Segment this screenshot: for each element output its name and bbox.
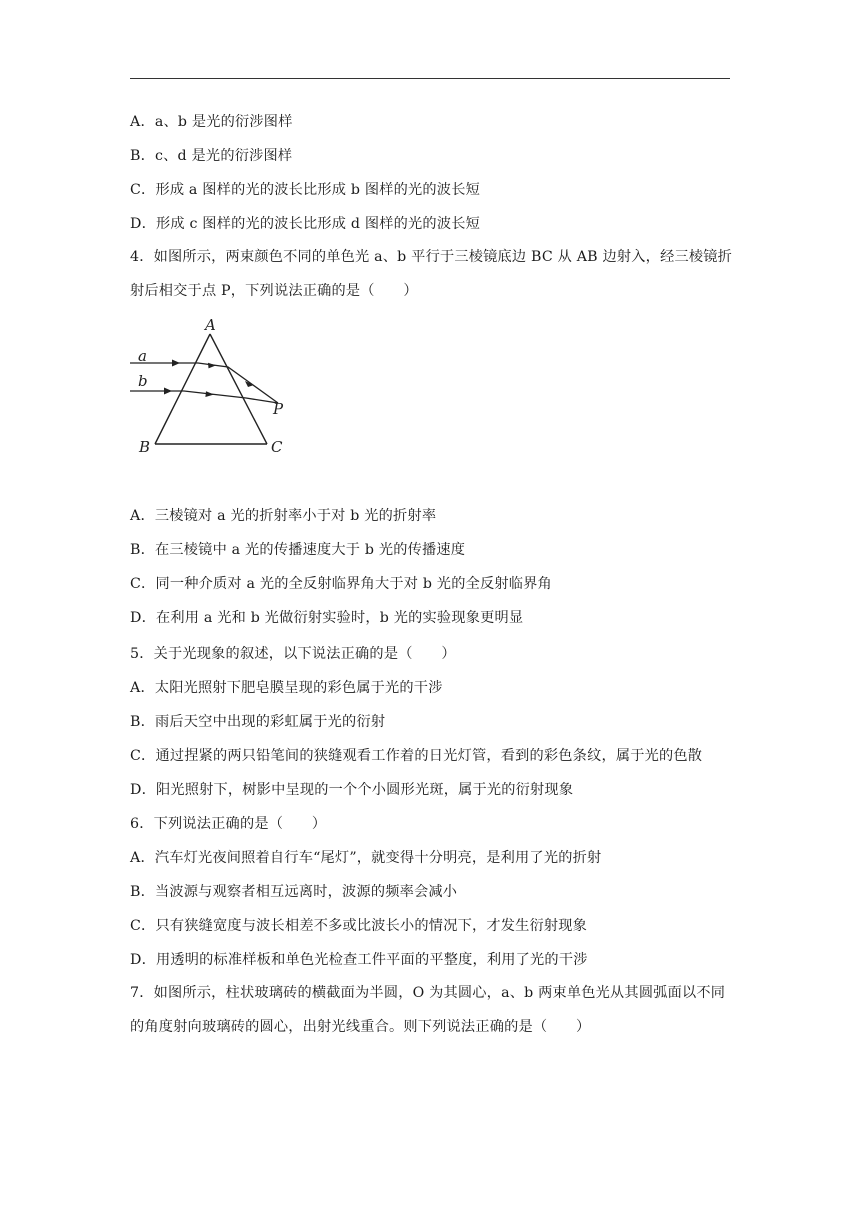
ray-b-arrow-1 xyxy=(164,388,172,395)
q6-stem: 6．下列说法正确的是（ ） xyxy=(130,816,327,832)
prism-figure xyxy=(128,312,298,462)
q6-option-c: C．只有狭缝宽度与波长相差不多或比波长小的情况下，才发生衍射现象 xyxy=(130,918,588,934)
q5-option-c: C．通过捏紧的两只铅笔间的狭缝观看工作着的日光灯管，看到的彩色条纹，属于光的色散 xyxy=(130,748,703,764)
q4-option-c: C．同一种介质对 a 光的全反射临界角大于对 b 光的全反射临界角 xyxy=(130,576,552,592)
q6-option-a: A．汽车灯光夜间照着自行车“尾灯”，就变得十分明亮，是利用了光的折射 xyxy=(130,850,602,866)
q3-option-b: B．c、d 是光的衍涉图样 xyxy=(130,148,293,164)
ray-a xyxy=(130,363,278,403)
q4-option-d: D．在利用 a 光和 b 光做衍射实验时，b 光的实验现象更明显 xyxy=(130,610,524,626)
label-A: A xyxy=(205,316,216,334)
q5-option-a: A．太阳光照射下肥皂膜呈现的彩色属于光的干涉 xyxy=(130,680,443,696)
label-B: B xyxy=(139,438,151,456)
ray-b xyxy=(130,391,278,403)
label-C: C xyxy=(271,438,283,456)
q4-option-b: B．在三棱镜中 a 光的传播速度大于 b 光的传播速度 xyxy=(130,542,466,558)
label-b: b xyxy=(138,372,148,390)
header-rule xyxy=(130,78,730,79)
q5-option-d: D．阳光照射下，树影中呈现的一个个小圆形光斑，属于光的衍射现象 xyxy=(130,782,574,798)
q7-stem: 7．如图所示，柱状玻璃砖的横截面为半圆，O 为其圆心，a、b 两束单色光从其圆弧面以不同的角度射向玻璃砖的圆心，出射光线重合。则下列说法正确的是（ ） xyxy=(130,985,726,1035)
q4-option-a: A．三棱镜对 a 光的折射率小于对 b 光的折射率 xyxy=(130,508,437,524)
ray-a-arrow-1 xyxy=(172,360,180,367)
ray-a-arrow-2 xyxy=(208,363,216,369)
label-P: P xyxy=(273,400,284,418)
q4-stem: 4．如图所示，两束颜色不同的单色光 a、b 平行于三棱镜底边 BC 从 AB 边射入，经三棱镜折射后相交于点 P，下列说法正确的是（ ） xyxy=(130,249,733,299)
q6-option-b: B．当波源与观察者相互远离时，波源的频率会减小 xyxy=(130,884,458,900)
ray-b-arrow-2 xyxy=(205,391,214,397)
q6-option-d: D．用透明的标准样板和单色光检查工件平面的平整度，利用了光的干涉 xyxy=(130,952,588,968)
q3-option-a: A．a、b 是光的衍涉图样 xyxy=(130,114,293,130)
q3-option-d: D．形成 c 图样的光的波长比形成 d 图样的光的波长短 xyxy=(130,216,480,232)
q5-option-b: B．雨后天空中出现的彩虹属于光的衍射 xyxy=(130,714,386,730)
q5-stem: 5．关于光现象的叙述，以下说法正确的是（ ） xyxy=(130,646,456,662)
q3-option-c: C．形成 a 图样的光的波长比形成 b 图样的光的波长短 xyxy=(130,182,480,198)
label-a: a xyxy=(138,347,147,365)
prism-edge-ab xyxy=(155,334,210,444)
